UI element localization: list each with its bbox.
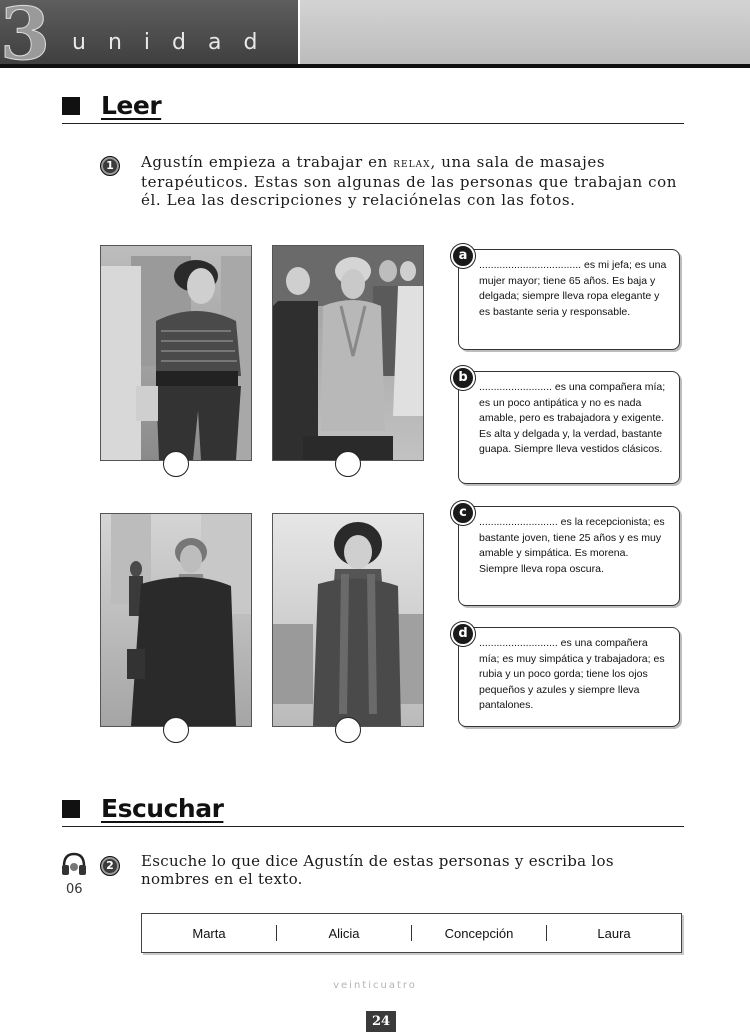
description-c: ........................... es la recepcionista; es bastante joven, tiene 25 años y es muy amable y simpática. Es morena. Siempre lleva ropa oscura. [458, 506, 680, 606]
unit-number: 3 [0, 0, 51, 76]
answer-circle-photo-4[interactable] [335, 717, 361, 743]
name-option: Alicia [328, 925, 360, 941]
woman-photo-4 [273, 514, 423, 726]
unit-label: unidad [72, 30, 280, 55]
description-d: ........................... es una compañera mía; es muy simpática y trabajadora; es rubia y un poco gorda; tiene los ojos pequeños y azules y siempre lleva pantalones. [458, 627, 680, 727]
photo-4 [272, 513, 424, 727]
section-title-escuchar: Escuchar [101, 794, 224, 823]
letter-badge-c: c [451, 501, 475, 525]
page-number: 24 [366, 1011, 396, 1032]
name-option: Laura [597, 925, 631, 941]
brand-name: relax [393, 156, 431, 171]
answer-circle-photo-2[interactable] [335, 451, 361, 477]
section-marker-icon [62, 97, 80, 115]
exercise2-instruction: Escuche lo que dice Agustín de estas personas y escriba los nombres en el texto. [141, 852, 614, 888]
photo-1 [100, 245, 252, 461]
answer-circle-photo-1[interactable] [163, 451, 189, 477]
letter-badge-b: b [451, 366, 475, 390]
name-option: Concepción [444, 925, 514, 941]
photo-2 [272, 245, 424, 461]
section-leer [62, 93, 684, 124]
letter-badge-d: d [451, 622, 475, 646]
section-marker-icon [62, 800, 80, 818]
exercise1-instruction: Agustín empieza a trabajar en relax, una sala de masajes terapéuticos. Estas son algunas de las personas que trabajan con él. Lea las descripciones y relaciónelas con las fotos. [141, 153, 677, 209]
name-option: Marta [192, 925, 226, 941]
section-escuchar [62, 796, 684, 827]
page-number-word: veinticuatro [333, 980, 417, 991]
woman-photo-3 [101, 514, 251, 726]
letter-badge-a: a [451, 244, 475, 268]
section-title-leer: Leer [101, 91, 162, 120]
answer-circle-photo-3[interactable] [163, 717, 189, 743]
woman-photo-1 [101, 246, 251, 460]
audio-track-number: 06 [66, 882, 83, 897]
exercise-number-2: 2 [100, 856, 120, 876]
description-b: ......................... es una compañera mía; es un poco antipática y no es nada amable, pero es trabajadora y exigente. Es alta y delgada y, la verdad, bastante guapa. Siempre lleva vestidos clásicos. [458, 371, 680, 484]
names-box [141, 913, 682, 953]
headphones-icon [60, 850, 88, 878]
unit-header [0, 0, 750, 76]
woman-photo-2 [273, 246, 423, 460]
description-a: ................................... es mi jefa; es una mujer mayor; tiene 65 años. Es baja y delgada; siempre lleva ropa elegante y es bastante seria y responsable. [458, 249, 680, 350]
exercise-number-1: 1 [100, 156, 120, 176]
photo-3 [100, 513, 252, 727]
